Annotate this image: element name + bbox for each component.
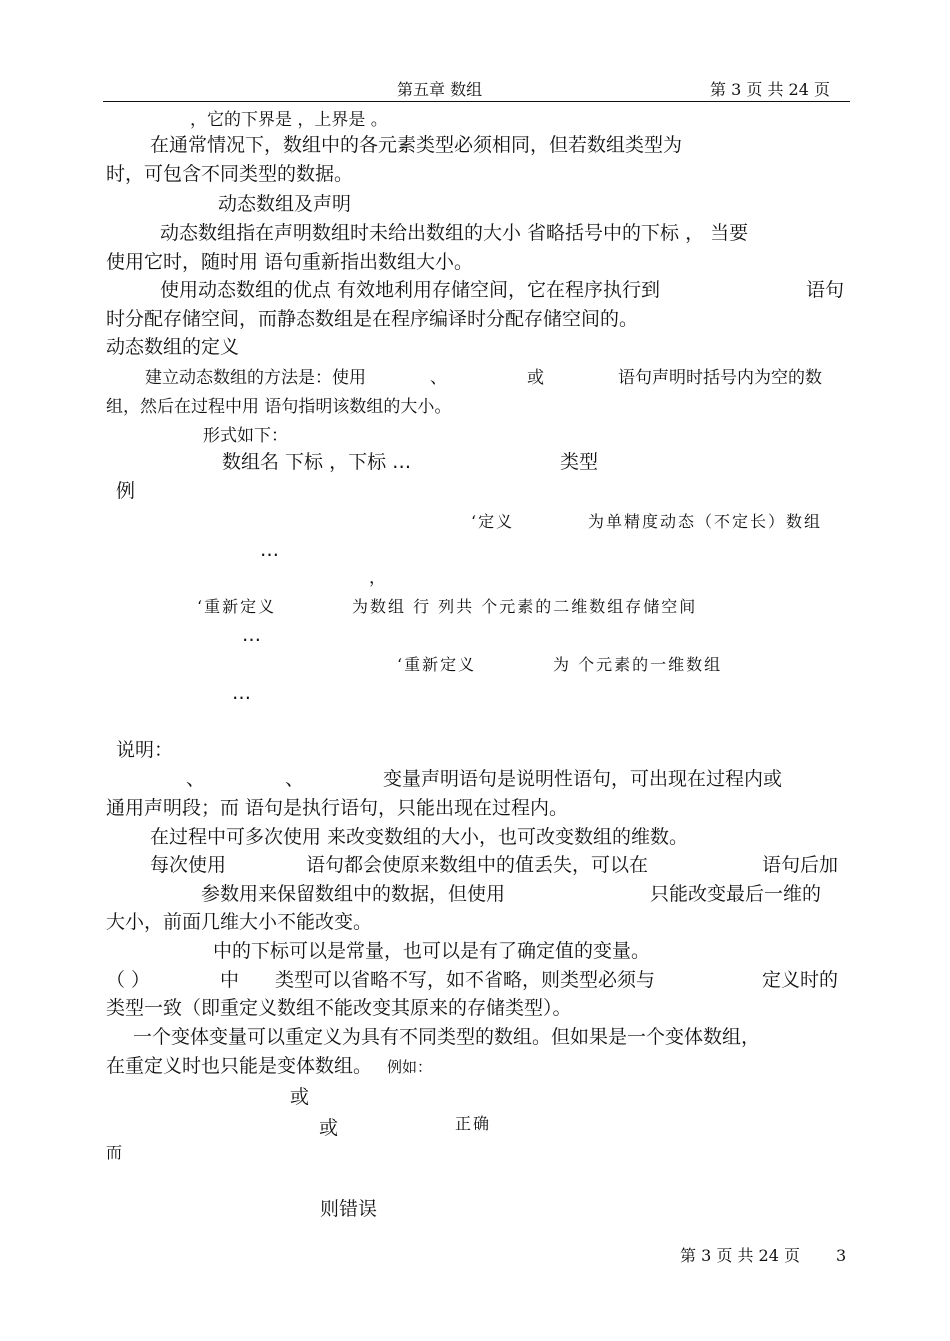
footer-page-info: 第 3 页 共 24 页 — [680, 1246, 800, 1265]
text-fragment: 而 — [106, 1143, 125, 1162]
code-comment: 为 个元素的一维数组 — [553, 655, 723, 674]
text-line: 大小，前面几维大小不能改变。 — [106, 911, 373, 933]
syntax-form: 数组名 下标 ，下标 … — [222, 451, 412, 473]
notes-heading: 说明： — [116, 739, 174, 761]
text-fragment: 、 — [430, 368, 447, 388]
text-line: 类型可以省略不写，如不省略，则类型必须与 — [275, 969, 656, 991]
text-fragment: 正确 — [455, 1114, 492, 1133]
text-fragment: 语句都会使原来数组中的值丢失，可以在 — [306, 854, 649, 876]
section-heading: 动态数组及声明 — [218, 193, 352, 215]
text-fragment: 只能改变最后一维的 — [650, 883, 822, 905]
header-page-info: 第 3 页 共 24 页 — [710, 80, 830, 99]
text-line: 动态数组指在声明数组时未给出数组的大小 省略括号中的下标 ， 当要 — [160, 222, 749, 244]
text-fragment: 语句声明时括号内为空的数 — [618, 368, 822, 388]
text-line: 变量声明语句是说明性语句，可出现在过程内或 — [383, 768, 783, 790]
example-label: 例 — [116, 480, 136, 502]
code-comment: 为数组 行 列共 个元素的二维数组存储空间 — [352, 597, 698, 616]
code-ellipsis: … — [242, 624, 261, 646]
footer-page-number: 3 — [836, 1246, 847, 1265]
code-comment: 为单精度动态（不定长）数组 — [588, 512, 823, 531]
text-fragment: （ ） — [106, 969, 151, 991]
code-comment: ‘重新定义 — [197, 597, 277, 616]
text-fragment: 或 — [290, 1086, 310, 1108]
text-fragment: 语句 — [806, 279, 845, 301]
text-fragment: 、 — [186, 768, 206, 790]
text-line: ，它的下界是 ，上界是 。 — [190, 110, 388, 130]
text-fragment: 语句后加 — [762, 854, 839, 876]
code-ellipsis: … — [232, 682, 251, 704]
text-line: 一个变体变量可以重定义为具有不同类型的数组。但如果是一个变体数组， — [133, 1026, 761, 1048]
text-line: 时，可包含不同类型的数据。 — [106, 163, 354, 185]
text-fragment: 定义时的 — [762, 969, 839, 991]
code-ellipsis: … — [260, 539, 279, 561]
code-fragment: ， — [369, 568, 386, 588]
text-fragment: 或 — [319, 1117, 339, 1139]
text-line: 类型一致（即重定义数组不能改变其原来的存储类型）。 — [106, 997, 572, 1019]
text-line: 使用它时，随时用 语句重新指出数组大小。 — [106, 251, 474, 273]
text-line: 在过程中可多次使用 来改变数组的大小，也可改变数组的维数。 — [150, 826, 689, 848]
text-fragment: 则错误 — [320, 1198, 378, 1220]
text-line: 在通常情况下，数组中的各元素类型必须相同，但若数组类型为 — [150, 134, 683, 156]
syntax-form-type: 类型 — [560, 451, 599, 473]
text-line: 在重定义时也只能是变体数组。 — [106, 1055, 373, 1077]
header-rule — [103, 101, 850, 102]
code-comment: ‘定义 — [471, 512, 515, 531]
text-line: 使用动态数组的优点 有效地利用存储空间，它在程序执行到 — [160, 279, 661, 301]
text-fragment: 例如： — [387, 1058, 433, 1076]
text-line: 时分配存储空间，而静态数组是在程序编译时分配存储空间的。 — [106, 308, 639, 330]
code-comment: ‘重新定义 — [397, 655, 477, 674]
text-line: 通用声明段；而 语句是执行语句，只能出现在过程内。 — [106, 797, 569, 819]
text-line: 中的下标可以是常量，也可以是有了确定值的变量。 — [213, 940, 651, 962]
text-line: 形式如下： — [203, 426, 288, 446]
header-chapter: 第五章 数组 — [397, 80, 483, 99]
text-line: 组，然后在过程中用 语句指明该数组的大小。 — [106, 397, 452, 417]
text-fragment: 或 — [527, 368, 544, 388]
text-line: 参数用来保留数组中的数据，但使用 — [201, 883, 506, 905]
section-heading: 动态数组的定义 — [106, 336, 240, 358]
text-fragment: 中 — [220, 969, 240, 991]
text-fragment: 、 — [285, 768, 305, 790]
text-line: 每次使用 — [150, 854, 227, 876]
text-line: 建立动态数组的方法是：使用 — [145, 368, 366, 388]
